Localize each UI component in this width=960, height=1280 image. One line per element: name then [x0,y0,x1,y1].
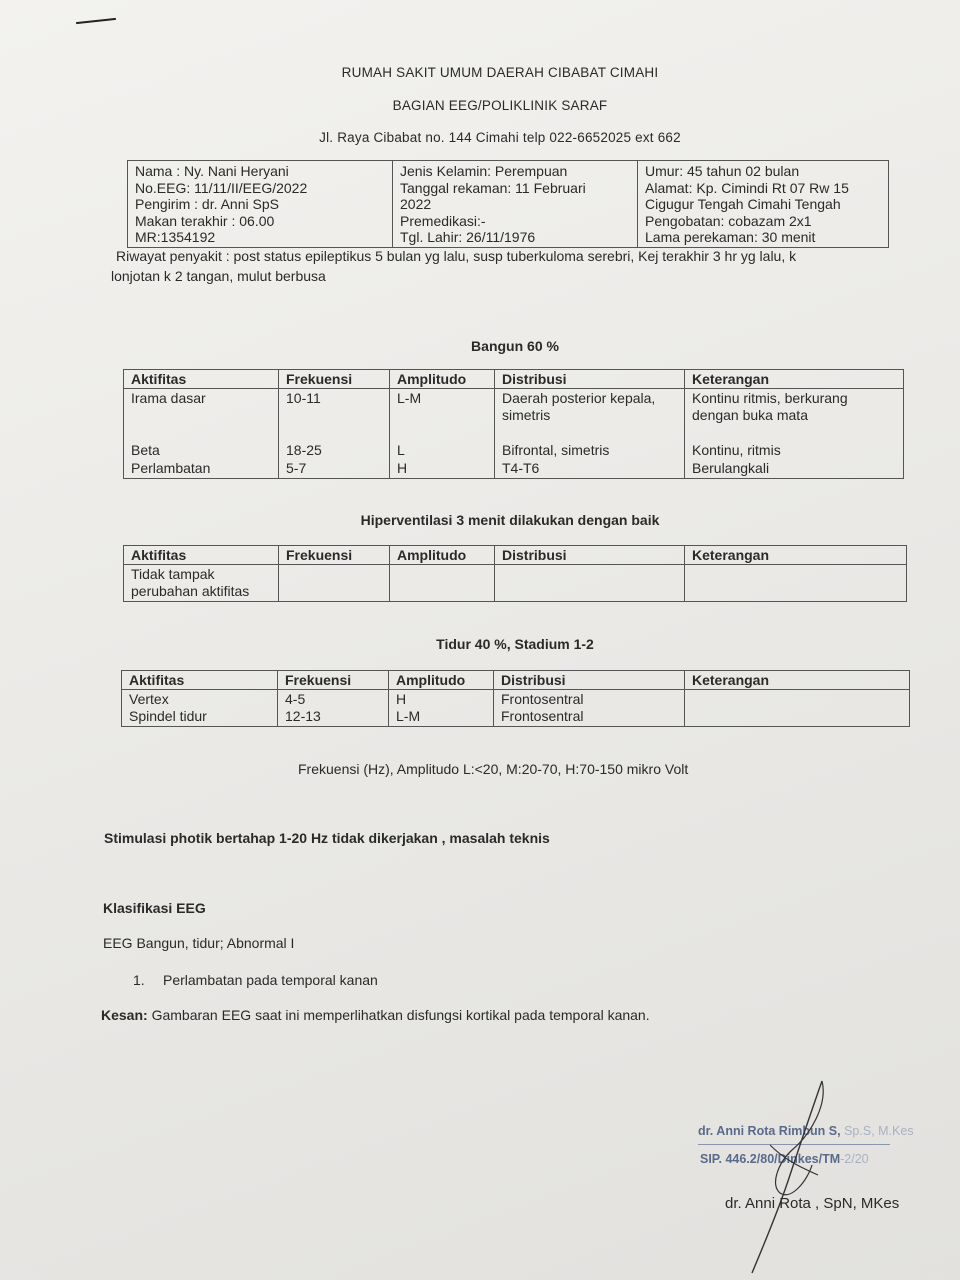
cell-line [286,425,382,442]
recording-date: Tanggal rekaman: 11 Februari [400,179,586,196]
col-keterangan: Keterangan [685,671,910,690]
cell-line [397,407,487,424]
col-frekuensi: Frekuensi [279,370,390,389]
amplitude-legend: Frekuensi (Hz), Amplitudo L:<20, M:20-70, H:70-150 mikro Volt [298,761,689,777]
conclusion-text: Gambaran EEG saat ini memperlihatkan disfungsi kortikal pada temporal kanan. [147,1007,650,1023]
col-amplitudo: Amplitudo [390,370,495,389]
stamp-sip-text: SIP. 446.2/80/Dinkes/TM [700,1152,841,1166]
handwritten-signature [730,1075,840,1280]
patient-col-2 [393,161,638,248]
birth-date: Tgl. Lahir: 26/11/1976 [400,229,536,245]
hyper-title: Hiperventilasi 3 menit dilakukan dengan baik [360,512,660,528]
hyper-frekuensi-cell [279,565,390,602]
history-line-2: lonjotan k 2 tangan, mulut berbusa [111,268,326,284]
photic-note: Stimulasi photik bertahap 1-20 Hz tidak dikerjakan , masalah teknis [104,830,550,846]
col-distribusi: Distribusi [495,546,685,565]
hyper-distribusi-cell [495,565,685,602]
recording-duration: Lama perekaman: 30 menit [645,229,816,245]
cell-line [131,407,271,424]
cell-line: Tidak tampak [131,566,215,582]
medical-record: MR:1354192 [135,229,216,245]
department-name: BAGIAN EEG/POLIKLINIK SARAF [392,98,608,113]
history-line-1: Riwayat penyakit : post status epileptikus 5 bulan yg lalu, susp tuberkuloma serebri, Kej terakhir 3 hr yg lalu, k [116,248,797,264]
classification-item-text: Perlambatan pada temporal kanan [163,972,378,988]
cell-line: simetris [502,407,551,424]
col-aktifitas: Aktifitas [124,546,279,565]
last-meal: Makan terakhir : 06.00 [135,212,275,229]
hospital-address: Jl. Raya Cibabat no. 144 Cimahi telp 022-6652025 ext 662 [319,130,681,145]
cell-line: H [397,459,408,476]
cell-line [286,407,382,424]
awake-amplitudo-cell [390,389,495,479]
classification-title: Klasifikasi EEG [103,900,206,916]
col-distribusi: Distribusi [494,671,685,690]
cell-line: perubahan aktifitas [131,583,250,599]
patient-info-table [127,160,889,248]
cell-line: Irama dasar [131,390,206,406]
sleep-keterangan-cell [685,690,910,727]
pen-mark [76,18,116,24]
cell-line: L-M [396,708,421,724]
gender: Jenis Kelamin: Perempuan [400,163,568,179]
cell-line: 5-7 [286,459,307,476]
patient-col-1 [128,161,393,248]
sleep-title: Tidur 40 %, Stadium 1-2 [436,636,594,652]
sleep-aktifitas-cell [122,690,278,727]
cell-line: L-M [397,390,422,406]
cell-line: Kontinu ritmis, berkurang [692,390,848,406]
hyper-keterangan-cell [685,565,907,602]
age: Umur: 45 tahun 02 bulan [645,163,800,179]
col-frekuensi: Frekuensi [279,546,390,565]
patient-col-3 [638,161,889,248]
premedication: Premedikasi:- [400,212,486,229]
sleep-frekuensi-cell [278,690,389,727]
cell-line: Spindel tidur [129,708,207,724]
col-keterangan: Keterangan [685,546,907,565]
col-amplitudo: Amplitudo [389,671,494,690]
cell-line: Perlambatan [131,459,211,476]
col-aktifitas: Aktifitas [122,671,278,690]
cell-line: Frontosentral [501,708,584,724]
cell-line: 18-25 [286,442,322,459]
cell-line: Kontinu, ritmis [692,442,781,459]
patient-name: Nama : Ny. Nani Heryani [135,163,289,179]
cell-line: Frontosentral [501,691,584,707]
classification-summary: EEG Bangun, tidur; Abnormal I [103,935,295,951]
col-frekuensi: Frekuensi [278,671,389,690]
awake-frekuensi-cell [279,389,390,479]
stamp-name-faded: Sp.S, M.Kes [844,1124,914,1138]
cell-line [502,425,677,442]
hyper-table [123,545,907,602]
cell-line: 10-11 [286,390,321,406]
referrer: Pengirim : dr. Anni SpS [135,196,279,212]
classification-item-number: 1. [133,972,145,988]
cell-line: H [396,691,407,707]
awake-aktifitas-cell [124,389,279,479]
cell-line: Bifrontal, simetris [502,442,610,459]
awake-keterangan-cell [685,389,904,479]
cell-line: Beta [131,442,160,459]
cell-line [131,425,271,442]
cell-line: T4-T6 [502,459,540,476]
col-keterangan: Keterangan [685,370,904,389]
hyper-aktifitas-cell [124,565,279,602]
sleep-distribusi-cell [494,690,685,727]
cell-line: Berulangkali [692,459,770,476]
medication: Pengobatan: cobazam 2x1 [645,212,812,229]
cell-line: L [397,442,405,459]
cell-line: 4-5 [285,691,306,707]
cell-line: Vertex [129,691,169,707]
signatory-name: dr. Anni Rota , SpN, MKes [725,1195,900,1212]
cell-line: dengan buka mata [692,407,808,424]
stamp-sip-faded: -2/20 [840,1152,869,1166]
cell-line [397,425,487,442]
hyper-amplitudo-cell [390,565,495,602]
col-distribusi: Distribusi [495,370,685,389]
address-line-2: Cigugur Tengah Cimahi Tengah [645,196,841,212]
cell-line [692,425,896,442]
col-amplitudo: Amplitudo [390,546,495,565]
cell-line: 12-13 [285,708,321,724]
sleep-amplitudo-cell [389,690,494,727]
cell-line: Daerah posterior kepala, [502,390,656,406]
eeg-number: No.EEG: 11/11/II/EEG/2022 [135,179,308,196]
conclusion-label: Kesan: [101,1007,148,1023]
awake-distribusi-cell [495,389,685,479]
awake-title: Bangun 60 % [471,338,559,354]
hospital-name: RUMAH SAKIT UMUM DAERAH CIBABAT CIMAHI [341,65,659,80]
col-aktifitas: Aktifitas [124,370,279,389]
awake-table [123,369,904,479]
address-line-1: Alamat: Kp. Cimindi Rt 07 Rw 15 [645,179,849,196]
recording-year: 2022 [400,196,432,212]
stamp-name-text: dr. Anni Rota Rimbun S, [698,1124,845,1138]
sleep-table [121,670,910,727]
conclusion [101,1007,650,1023]
